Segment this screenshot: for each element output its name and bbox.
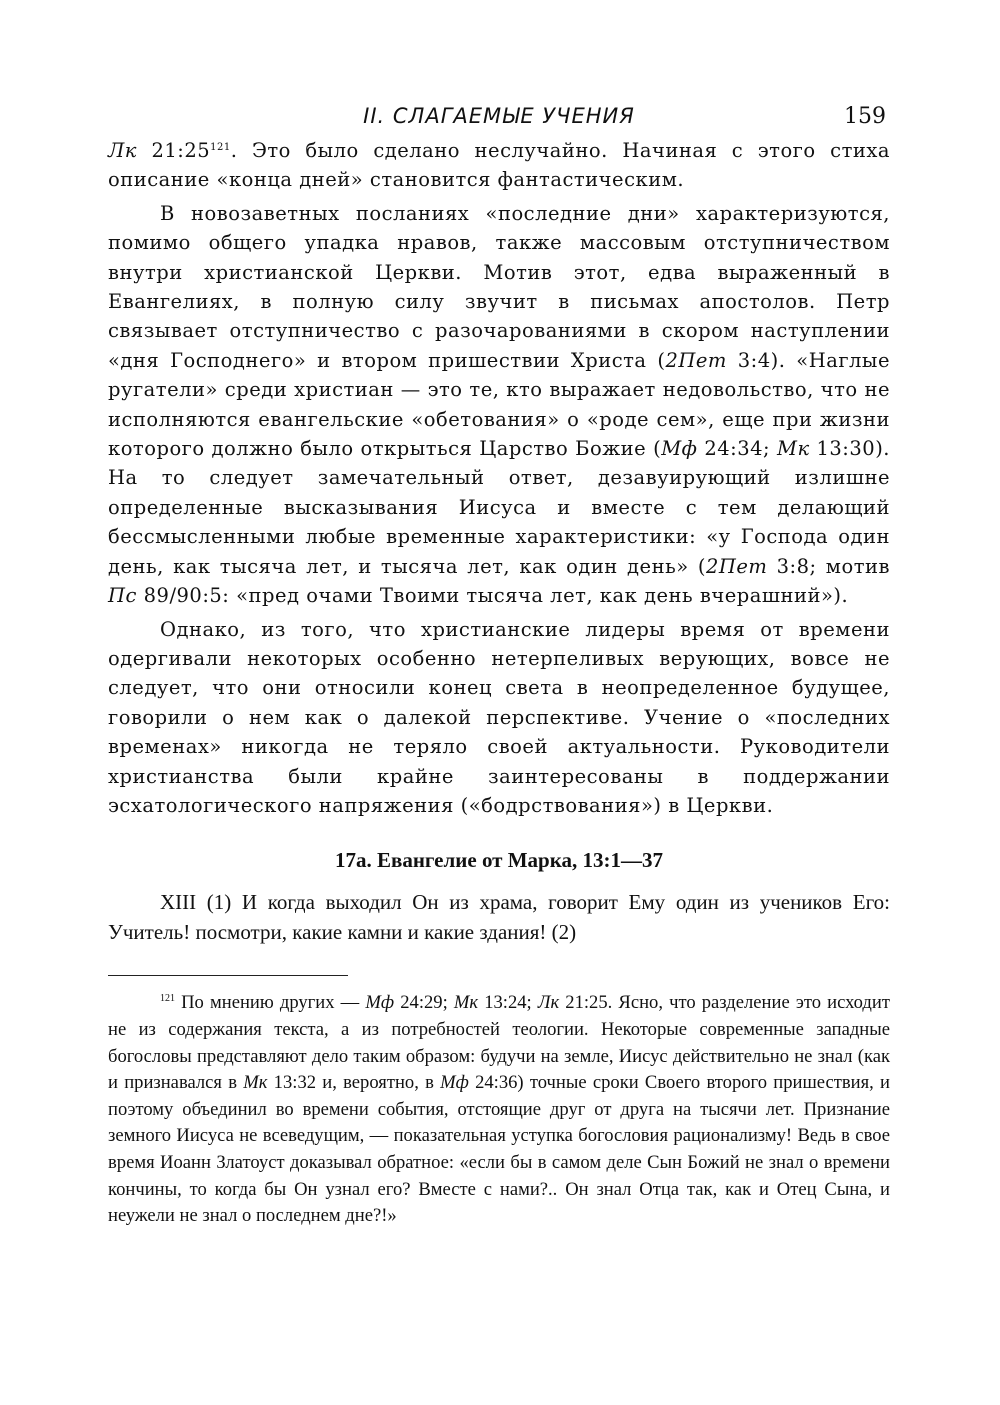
- main-text: [108, 136, 890, 820]
- bible-reference: Лк: [108, 139, 137, 162]
- paragraph-2-text: 3:4). «Наглые ругатели» среди христиан — это те, кто выражает недовольство, что не исполняются евангельские «обетования» о «роде сем», еще при жизни которого должно было открыться Царство Божие (: [108, 348, 890, 461]
- footnote-121: [108, 990, 890, 1229]
- bible-reference: Мк: [776, 437, 810, 461]
- footnote-number: 121: [160, 993, 175, 1005]
- bible-reference: Мк: [243, 1072, 268, 1094]
- book-page: [108, 96, 890, 1230]
- bible-reference: Пс: [108, 584, 137, 608]
- gospel-verse-text: XIII (1) И когда выходил Он из храма, говорит Ему один из учеников Его: Учитель! посмотри, какие камни и какие здания! (2): [108, 890, 890, 945]
- footnote-text: 21:25. Ясно, что разделение это исходит не из содержания текста, а из потребностей теологии. Некоторые современные западные богословы представляют дело таким образом: будучи на земле, Иисус действительно не знал (как и признавался в: [108, 992, 890, 1094]
- footnote-text: 13:24;: [478, 992, 538, 1014]
- paragraph-2-text: В новозаветных посланиях «последние дни» характеризуются, помимо общего упадка нравов, также массовым отступничеством внутри христианской Церкви. Мотив этот, едва выраженный в Евангелиях, в полную силу звучит в письмах апостолов. Петр связывает отступничество с разочарованиями в скором наступлении «дня Господнего» и втором пришествии Христа (: [108, 201, 890, 372]
- bible-reference: Мф: [661, 437, 698, 461]
- paragraph-2-text: 3:8; мотив: [767, 554, 890, 578]
- paragraph-1: [108, 136, 890, 195]
- running-title: II. СЛАГАЕМЫЕ УЧЕНИЯ: [363, 104, 635, 128]
- paragraph-2-text: 89/90:5: «пред очами Твоими тысяча лет, как день вчерашний»).: [136, 584, 849, 608]
- bible-reference: Мк: [453, 992, 479, 1014]
- bible-reference: Мф: [365, 992, 395, 1014]
- bible-reference: 2Пет: [665, 348, 727, 372]
- bible-reference: 2Пет: [705, 554, 768, 578]
- paragraph-3: Однако, из того, что христианские лидеры время от времени одергивали некоторых особенно нетерпеливых верующих, вовсе не следует, что они относили конец света в неопределенное будущее, говорили о нем как о далекой перспективе. Учение о «последних временах» никогда не теряло своей актуальности. Руководители христианства были крайне заинтересованы в поддержании эсхатологического напряжения («бодрствования») в Церкви.: [108, 617, 890, 817]
- footnote: [108, 990, 890, 1229]
- bible-reference: Лк: [537, 992, 560, 1014]
- footnote-text: 13:32 и, вероятно, в: [267, 1072, 441, 1094]
- section-heading: 17а. Евангелие от Марка, 13:1—37: [334, 848, 664, 873]
- paragraph-1-ref-tail: 21:25: [136, 139, 211, 162]
- footnote-divider: [108, 975, 348, 976]
- bible-reference: Мф: [440, 1072, 469, 1094]
- paragraph-2-text: 24:34;: [697, 437, 777, 461]
- page-header: [108, 96, 890, 136]
- footnote-text: По мнению других —: [175, 992, 366, 1014]
- gospel-text: [108, 887, 890, 947]
- paragraph-2-text: 13:30). На то следует замечательный ответ, дезавуирующий излишне определенные высказывания Иисуса и вместе с тем делающий бессмысленными любые временные характеристики: «у Господа один день, как тысяча лет, и тысяча лет, как один день» (: [108, 437, 890, 578]
- paragraph-2: [108, 199, 890, 611]
- paragraph-1-text: . Это было сделано неслучайно. Начиная с этого стиха описание «конца дней» становится фантастическим.: [108, 139, 890, 192]
- footnote-marker: 121: [210, 142, 231, 153]
- page-number: 159: [844, 104, 886, 129]
- footnote-text: 24:36) точные сроки Своего второго пришествия, и поэтому объединил во времени события, отстоящие друг от друга на тысячи лет. Признание земного Иисуса не всеведущим, — показательная уступка богословия рационализму! Ведь в свое время Иоанн Златоуст доказывал обратное: «если бы в самом деле Сын Божий не знал о времени кончины, то когда бы Он узнал его? Вместе с нами?.. Он знал Отца так, как и Отец Сына, и неужели не знал о последнем дне?!»: [108, 1072, 890, 1227]
- footnote-text: 24:29;: [394, 992, 454, 1014]
